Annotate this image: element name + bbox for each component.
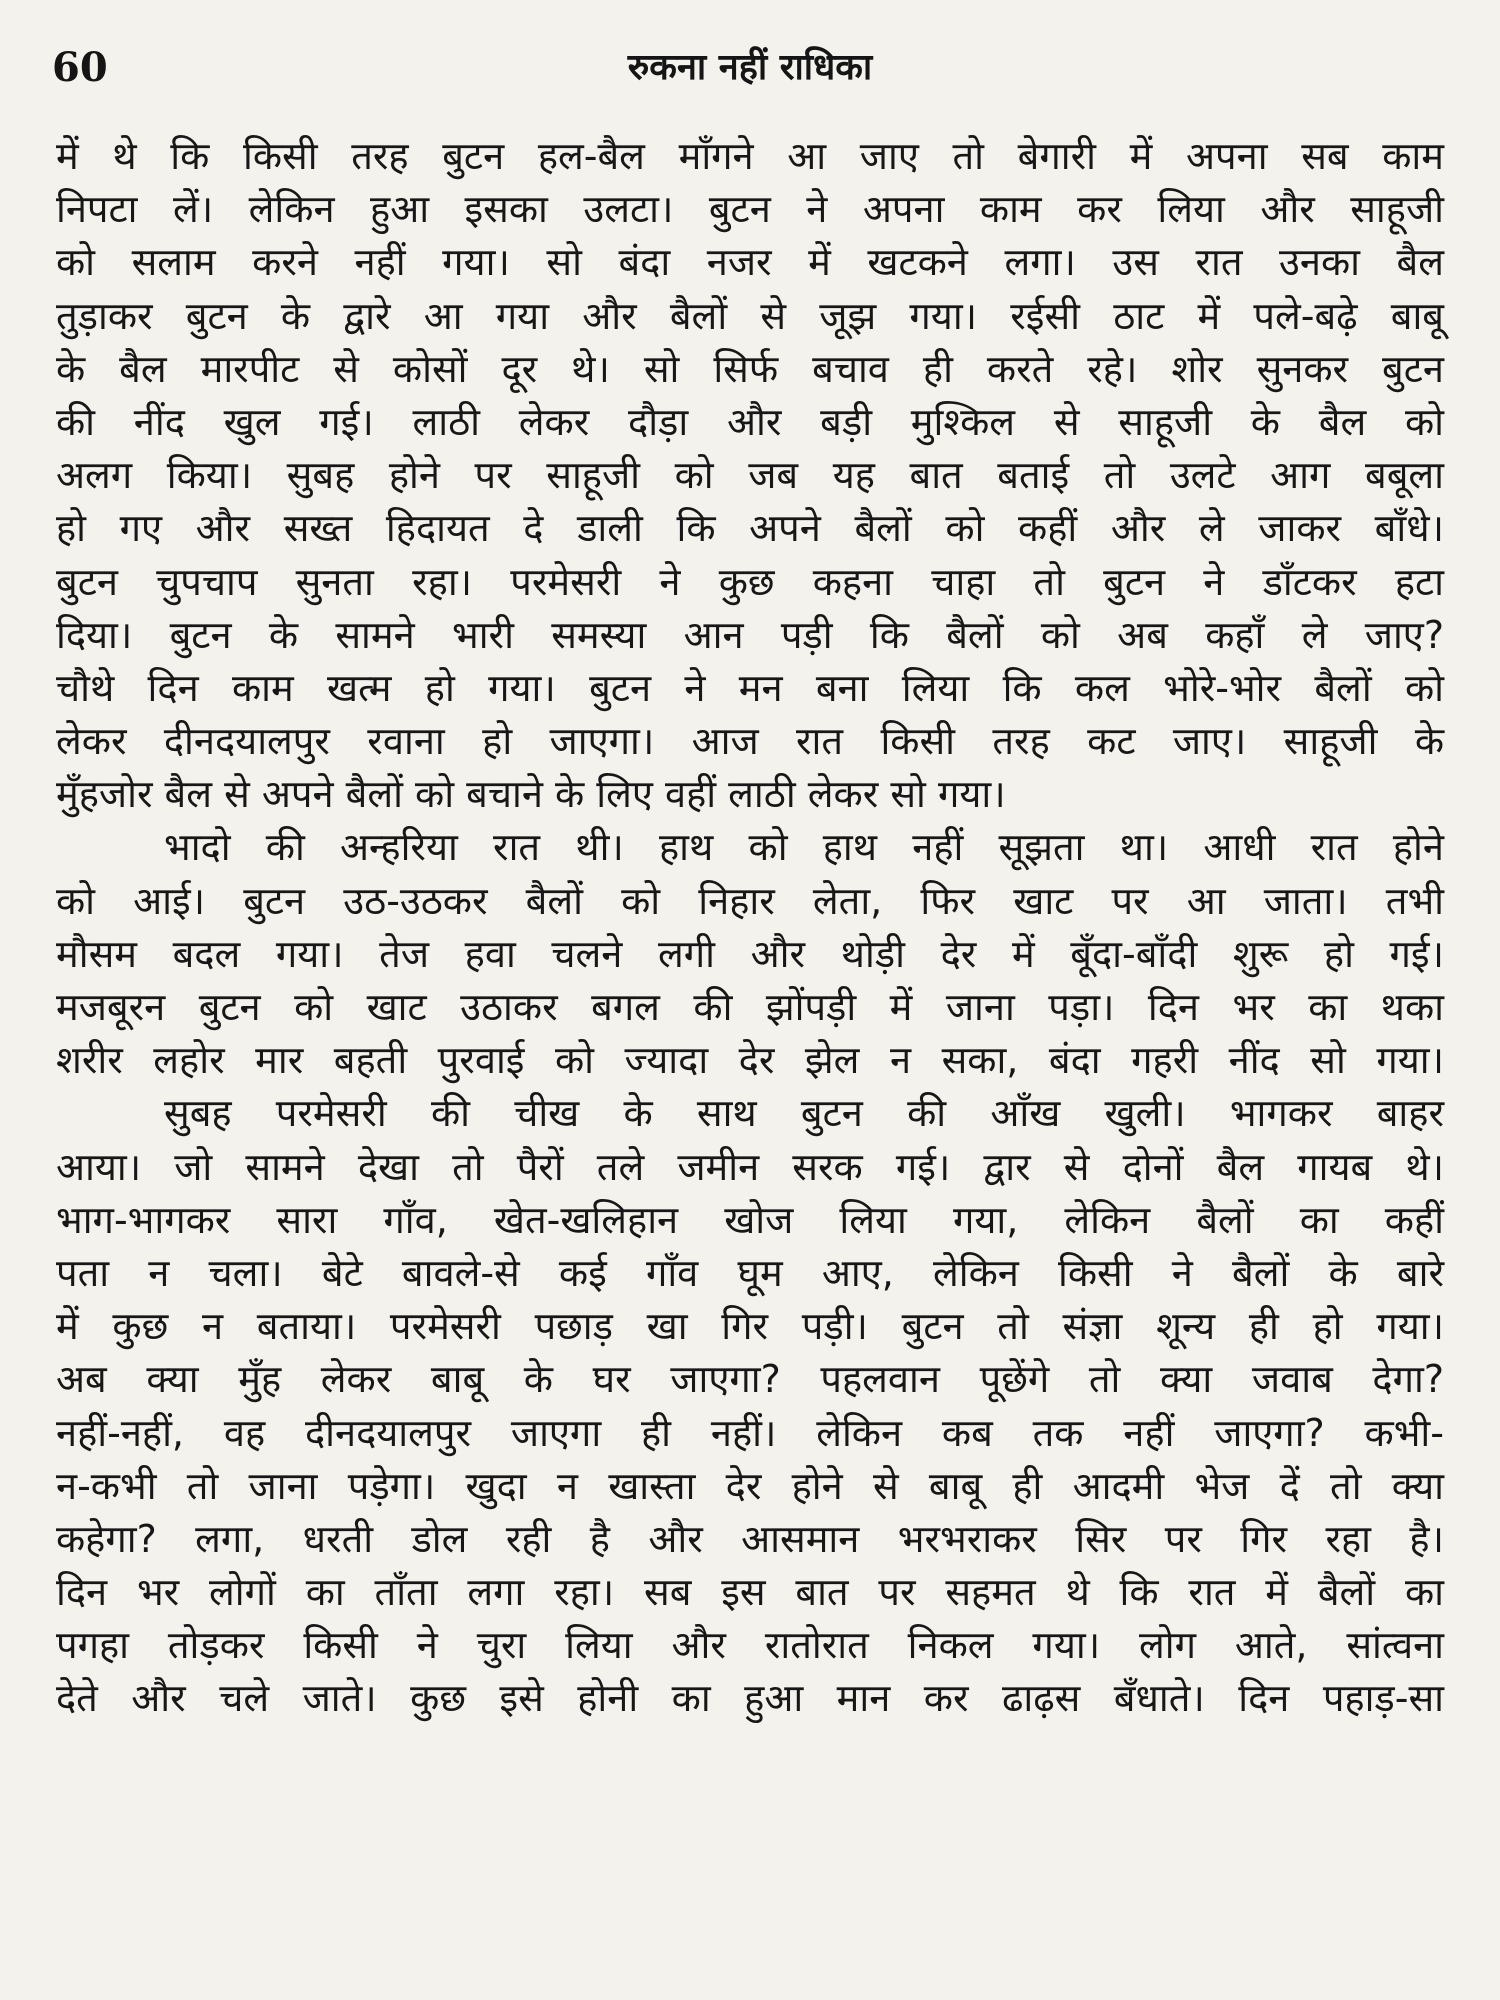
text-line: कहेगा? लगा, धरती डोल रही है और आसमान भरभराकर सिर पर गिर रहा है।: [56, 1516, 1444, 1561]
text-line: मजबूरन बुटन को खाट उठाकर बगल की झोंपड़ी में जाना पड़ा। दिन भर का थका: [56, 985, 1444, 1029]
text-line: अलग किया। सुबह होने पर साहूजी को जब यह बात बताई तो उलटे आग बबूला: [56, 453, 1444, 498]
page-header: [0, 34, 1500, 104]
text-line: को आई। बुटन उठ-उठकर बैलों को निहार लेता, फिर खाट पर आ जाता। तभी: [56, 878, 1444, 923]
running-title: रुकना नहीं राधिका: [627, 47, 873, 88]
text-line: देते और चले जाते। कुछ इसे होनी का हुआ मान कर ढाढ़स बँधाते। दिन पहाड़-सा: [56, 1676, 1444, 1721]
text-line: दिन भर लोगों का ताँता लगा रहा। सब इस बात पर सहमत थे कि रात में बैलों का: [56, 1570, 1444, 1615]
text-line: बुटन चुपचाप सुनता रहा। परमेसरी ने कुछ कहना चाहा तो बुटन ने डाँटकर हटा: [56, 559, 1444, 604]
text-line: भाग-भागकर सारा गाँव, खेत-खलिहान खोज लिया गया, लेकिन बैलों का कहीं: [56, 1197, 1444, 1242]
text-line: नहीं-नहीं, वह दीनदयालपुर जाएगा ही नहीं। लेकिन कब तक नहीं जाएगा? कभी-: [56, 1410, 1444, 1455]
text-line: निपटा लें। लेकिन हुआ इसका उलटा। बुटन ने अपना काम कर लिया और साहूजी: [56, 187, 1444, 232]
page-number: 60: [52, 44, 108, 91]
text-line: को सलाम करने नहीं गया। सो बंदा नजर में खटकने लगा। उस रात उनका बैल: [56, 240, 1444, 285]
text-line: के बैल मारपीट से कोसों दूर थे। सो सिर्फ बचाव ही करते रहे। शोर सुनकर बुटन: [56, 346, 1444, 391]
text-line: लेकर दीनदयालपुर रवाना हो जाएगा। आज रात किसी तरह कट जाए। साहूजी के: [56, 719, 1444, 764]
text-line: न-कभी तो जाना पड़ेगा। खुदा न खास्ता देर होने से बाबू ही आदमी भेज दें तो क्या: [56, 1463, 1444, 1508]
text-line: में कुछ न बताया। परमेसरी पछाड़ खा गिर पड़ी। बुटन तो संज्ञा शून्य ही हो गया।: [56, 1304, 1444, 1349]
body-text: [56, 130, 1444, 1726]
text-line: मुँहजोर बैल से अपने बैलों को बचाने के लिए वहीं लाठी लेकर सो गया।: [56, 772, 1006, 817]
text-line: आया। जो सामने देखा तो पैरों तले जमीन सरक गई। द्वार से दोनों बैल गायब थे।: [56, 1144, 1444, 1189]
text-line: दिया। बुटन के सामने भारी समस्या आन पड़ी कि बैलों को अब कहाँ ले जाए?: [56, 612, 1444, 657]
text-line: सुबह परमेसरी की चीख के साथ बुटन की आँख खुली। भागकर बाहर: [164, 1091, 1444, 1136]
text-line: चौथे दिन काम खत्म हो गया। बुटन ने मन बना लिया कि कल भोरे-भोर बैलों को: [56, 665, 1444, 710]
text-line: पता न चला। बेटे बावले-से कई गाँव घूम आए, लेकिन किसी ने बैलों के बारे: [56, 1250, 1444, 1295]
text-line: मौसम बदल गया। तेज हवा चलने लगी और थोड़ी देर में बूँदा-बाँदी शुरू हो गई।: [56, 931, 1444, 976]
text-line: तुड़ाकर बुटन के द्वारे आ गया और बैलों से जूझ गया। रईसी ठाट में पले-बढ़े बाबू: [56, 293, 1444, 338]
text-line: में थे कि किसी तरह बुटन हल-बैल माँगने आ जाए तो बेगारी में अपना सब काम: [56, 134, 1444, 178]
text-line: की नींद खुल गई। लाठी लेकर दौड़ा और बड़ी मुश्किल से साहूजी के बैल को: [56, 399, 1444, 444]
text-line: पगहा तोड़कर किसी ने चुरा लिया और रातोरात निकल गया। लोग आते, सांत्वना: [56, 1623, 1444, 1668]
text-line: शरीर लहोर मार बहती पुरवाई को ज्यादा देर झेल न सका, बंदा गहरी नींद सो गया।: [56, 1038, 1444, 1083]
text-line: अब क्या मुँह लेकर बाबू के घर जाएगा? पहलवान पूछेंगे तो क्या जवाब देगा?: [56, 1357, 1444, 1402]
text-line: भादो की अन्हरिया रात थी। हाथ को हाथ नहीं सूझता था। आधी रात होने: [164, 825, 1444, 870]
text-line: हो गए और सख्त हिदायत दे डाली कि अपने बैलों को कहीं और ले जाकर बाँधे।: [56, 506, 1444, 551]
